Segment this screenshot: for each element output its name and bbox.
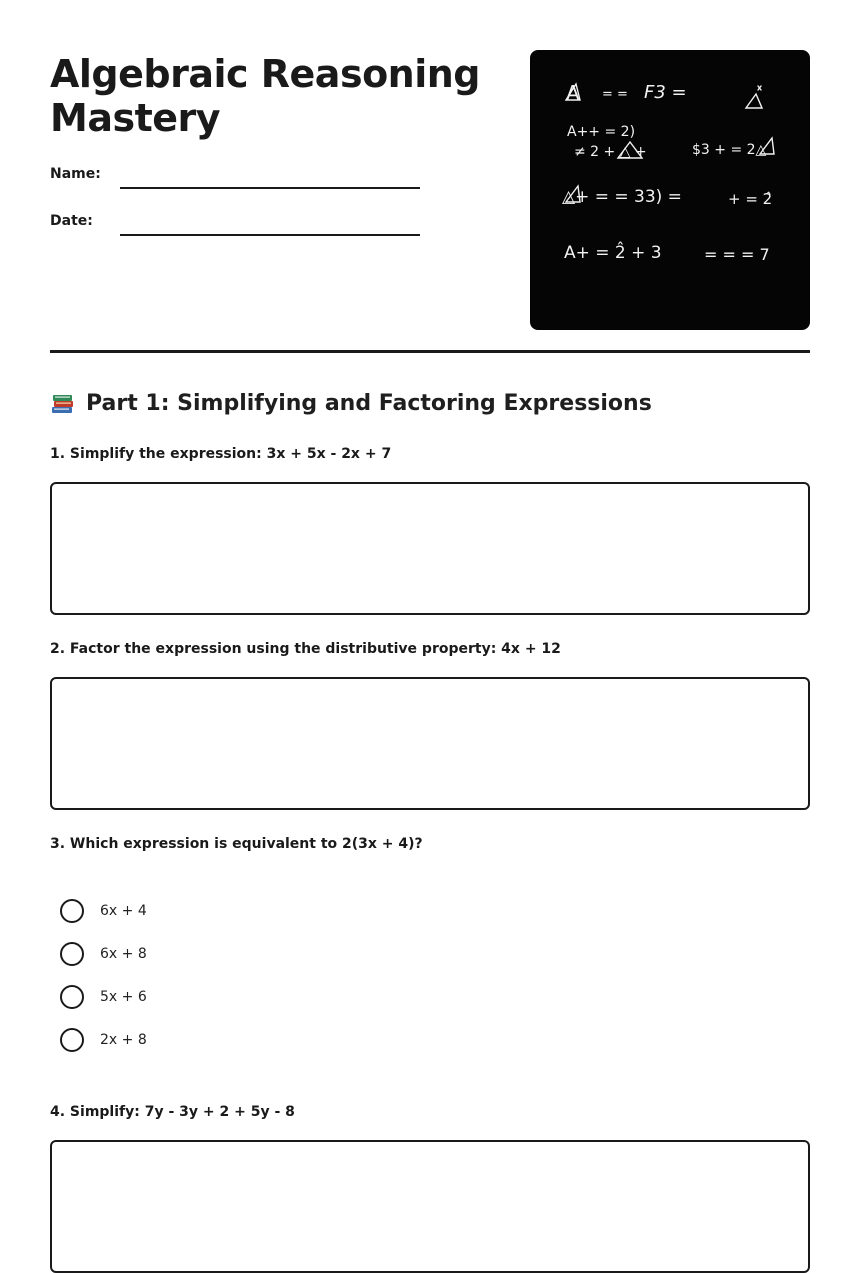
chalk-text: A+ = 2̂ + 3	[564, 243, 662, 263]
radio-button[interactable]	[60, 899, 84, 923]
chalk-text: + = 2̂	[728, 190, 773, 208]
question-2-text: 2. Factor the expression using the distributive property: 4x + 12	[50, 641, 561, 657]
name-label: Name:	[50, 166, 101, 182]
question-3-text: 3. Which expression is equivalent to 2(3x + 4)?	[50, 836, 423, 852]
section-divider	[50, 350, 810, 353]
option-label: 6x + 8	[100, 946, 147, 962]
radio-button[interactable]	[60, 1028, 84, 1052]
chalk-star	[758, 86, 761, 90]
chalk-text: F3 =	[644, 82, 687, 103]
books-icon	[50, 390, 76, 416]
question-2-answer-box[interactable]	[50, 677, 810, 810]
option-label: 6x + 4	[100, 903, 147, 919]
chalk-text: A++ = 2)	[567, 124, 636, 140]
question-1-answer-box[interactable]	[50, 482, 810, 615]
chalk-text: A	[566, 81, 580, 105]
option-label: 2x + 8	[100, 1032, 147, 1048]
question-3-option-c[interactable]	[60, 984, 147, 1010]
radio-button[interactable]	[60, 985, 84, 1009]
chalk-text: ≠ 2 + △ +	[574, 144, 647, 160]
question-4-answer-box[interactable]	[50, 1140, 810, 1273]
chalkboard-drawing	[530, 50, 810, 330]
date-field[interactable]	[120, 234, 420, 236]
chalk-text: $3 + = 2△	[692, 142, 767, 158]
chalk-text: = = = 7	[704, 245, 770, 264]
question-1-text: 1. Simplify the expression: 3x + 5x - 2x + 7	[50, 446, 392, 462]
chalk-text: = =	[602, 87, 628, 102]
question-3-option-a[interactable]	[60, 898, 147, 924]
chalkboard-image	[530, 50, 810, 330]
chalk-text: △+ = = 33) =	[562, 187, 682, 207]
option-label: 5x + 6	[100, 989, 147, 1005]
name-field[interactable]	[120, 187, 420, 189]
radio-button[interactable]	[60, 942, 84, 966]
chalk-triangle	[746, 94, 762, 108]
worksheet-title: Algebraic Reasoning Mastery	[50, 52, 481, 140]
section-heading	[50, 390, 652, 416]
date-label: Date:	[50, 213, 93, 229]
question-3-option-d[interactable]	[60, 1027, 147, 1053]
question-3-option-b[interactable]	[60, 941, 147, 967]
section-title: Part 1: Simplifying and Factoring Expressions	[86, 390, 652, 416]
question-4-text: 4. Simplify: 7y - 3y + 2 + 5y - 8	[50, 1104, 295, 1120]
